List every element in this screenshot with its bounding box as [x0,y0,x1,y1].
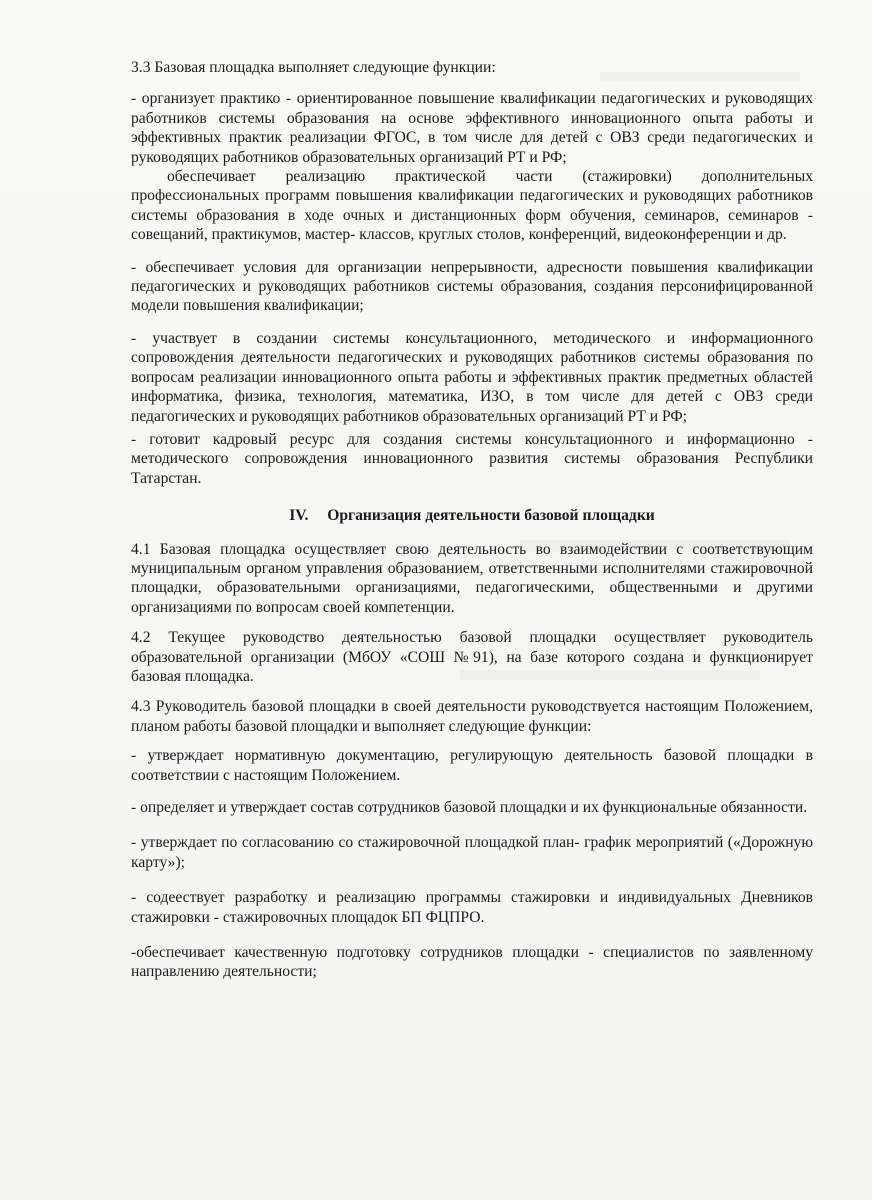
list-item: - готовит кадровый ресурс для создания системы консультационного и информационно - методического сопровождения инновационного развития системы образования Республики Татарстан. [131,430,813,487]
section-4-heading [131,506,813,525]
list-item: обеспечивает реализацию практической части (стажировки) дополнительных профессиональных программ повышения квалификации педагогических и руководящих работников системы образования в ходе очных и дистанционных форм обучения, семинаров, семинаров - совещаний, практикумов, мастер- классов, круглых столов, конференций, видеоконференции и др. [131,168,813,244]
document-body [131,58,813,995]
list-item: - организует практико - ориентированное повышение квалификации педагогических и руководящих работников системы образования на основе эффективного инновационного опыта работы и эффективных практик реализации ФГОС, в том числе для детей с ОВЗ среди педагогических и руководящих работников образовательных организаций РТ и РФ; [131,90,813,166]
list-item: - утверждает по согласованию со стажировочной площадкой план- график мероприятий («Дорожную карту»); [131,834,813,871]
list-item: -обеспечивает качественную подготовку сотрудников площадки - специалистов по заявленному направлению деятельности; [131,944,813,981]
list-item: - утверждает нормативную документацию, регулирующую деятельность базовой площадки в соответствии с настоящим Положением. [131,747,813,784]
section-title: Организация деятельности базовой площадки [327,507,655,525]
paragraph-4-3: 4.3 Руководитель базовой площадки в своей деятельности руководствуется настоящим Положением, планом работы базовой площадки и выполняет следующие функции: [131,698,813,735]
list-item: - участвует в создании системы консультационного, методического и информационного сопровождения деятельности педагогических и руководящих работников системы образования по вопросам реализации инновационного опыта работы и эффективных практик предметных областей информатика, физика, технология, математика, ИЗО, в том числе для детей с ОВЗ среди педагогических и руководящих работников образовательных организаций РТ и РФ; [131,329,813,425]
list-item: - содеествует разработку и реализацию программы стажировки и индивидуальных Дневников стажировки - стажировочных площадок БП ФЦПРО. [131,889,813,926]
list-item: - определяет и утверждает состав сотрудников базовой площадки и их функциональные обязанности. [131,799,808,816]
paragraph-4-2: 4.2 Текущее руководство деятельностью базовой площадки осуществляет руководитель образовательной организации (МбОУ «СОШ №91), на базе которого создана и функционирует базовая площадка. [131,629,813,685]
list-item: - обеспечивает условия для организации непрерывности, адресности повышения квалификации педагогических и руководящих работников системы образования, создания персонифицированной модели повышения квалификации; [131,258,813,315]
section-3-3-intro: 3.3 Базовая площадка выполняет следующие функции: [131,59,496,76]
section-number: IV. [289,507,309,525]
paragraph-4-1: 4.1 Базовая площадка осуществляет свою деятельность во взаимодействии с соответствующим муниципальным органом управления образованием, ответственными исполнителями стажировочной площадки, образовательными организациями, педагогическими, общественными и другими организациями по вопросам своей компетенции. [131,540,813,616]
